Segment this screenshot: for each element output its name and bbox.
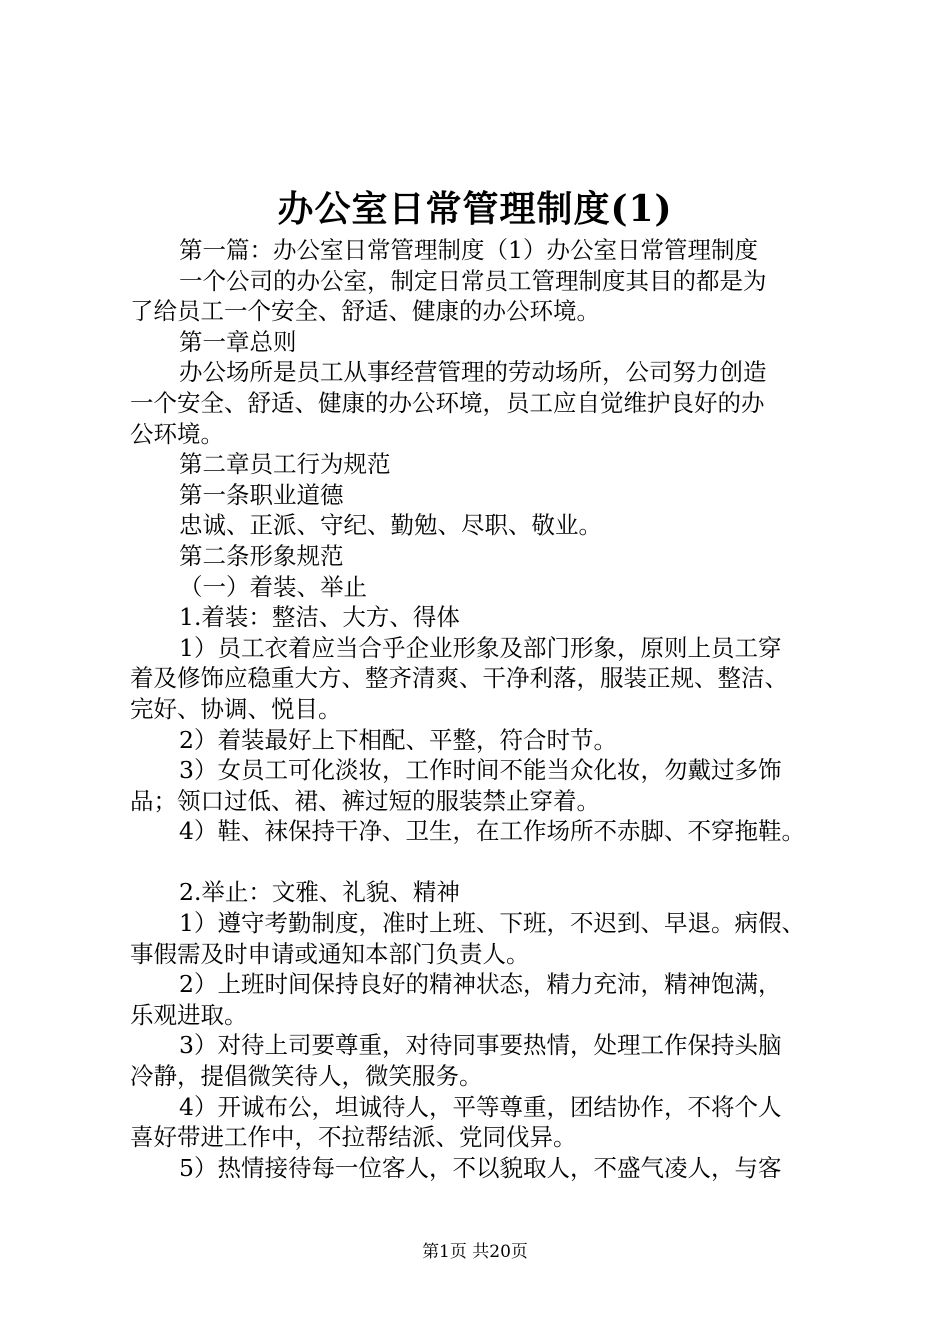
document-body: [130, 235, 830, 1183]
paragraph-line: 完好、协调、悦目。: [130, 694, 342, 723]
page-footer: 第1页 共20页: [422, 1242, 528, 1262]
subsection-heading: 2.举止：文雅、礼貌、精神: [179, 878, 460, 907]
section-heading: （一）着装、举止: [179, 572, 367, 601]
paragraph-line: 喜好带进工作中，不拉帮结派、党同伐异。: [130, 1123, 577, 1152]
paragraph-line: 着及修饰应稳重大方、整齐清爽、干净利落，服装正规、整洁、: [130, 664, 788, 693]
paragraph-line: 4）开诚布公，坦诚待人，平等尊重，团结协作，不将个人: [179, 1092, 782, 1121]
paragraph-line: 一个安全、舒适、健康的办公环境，员工应自觉维护良好的办: [130, 388, 765, 417]
paragraph-line: 1）员工衣着应当合乎企业形象及部门形象，原则上员工穿: [179, 633, 782, 662]
chapter-heading: 第二章员工行为规范: [179, 450, 391, 479]
paragraph-line: 3）女员工可化淡妆，工作时间不能当众化妆，勿戴过多饰: [179, 756, 782, 785]
paragraph-line: 2）上班时间保持良好的精神状态，精力充沛，精神饱满，: [179, 970, 782, 999]
paragraph-line: 冷静，提倡微笑待人，微笑服务。: [130, 1062, 483, 1091]
paragraph-line: 乐观进取。: [130, 1000, 248, 1029]
article-heading: 第一条职业道德: [179, 480, 344, 509]
paragraph-line: 2）着装最好上下相配、平整，符合时节。: [179, 725, 617, 754]
paragraph-line: 5）热情接待每一位客人，不以貌取人，不盛气凌人，与客: [179, 1153, 782, 1182]
paragraph-line: 1）遵守考勤制度，准时上班、下班，不迟到、早退。病假、: [179, 909, 805, 938]
paragraph-line: 公环境。: [130, 419, 224, 448]
chapter-heading: 第一章总则: [179, 327, 297, 356]
document-title: 办公室日常管理制度(1): [277, 188, 673, 230]
paragraph-line: 4）鞋、袜保持干净、卫生，在工作场所不赤脚、不穿拖鞋。: [179, 817, 805, 846]
paragraph-line: 事假需及时申请或通知本部门负责人。: [130, 939, 530, 968]
paragraph-line: 一个公司的办公室，制定日常员工管理制度其目的都是为: [179, 266, 767, 295]
article-heading: 第二条形象规范: [179, 541, 344, 570]
paragraph-line: 第一篇：办公室日常管理制度（1）办公室日常管理制度: [179, 236, 758, 264]
paragraph-line: 品；领口过低、裙、裤过短的服装禁止穿着。: [130, 786, 600, 815]
paragraph-line: 了给员工一个安全、舒适、健康的办公环境。: [130, 297, 600, 326]
paragraph-line: 忠诚、正派、守纪、勤勉、尽职、敬业。: [179, 511, 602, 540]
paragraph-line: 3）对待上司要尊重，对待同事要热情，处理工作保持头脑: [179, 1031, 782, 1060]
subsection-heading: 1.着装：整洁、大方、得体: [179, 603, 460, 632]
blank-line: [130, 847, 830, 878]
paragraph-line: 办公场所是员工从事经营管理的劳动场所，公司努力创造: [179, 358, 767, 387]
